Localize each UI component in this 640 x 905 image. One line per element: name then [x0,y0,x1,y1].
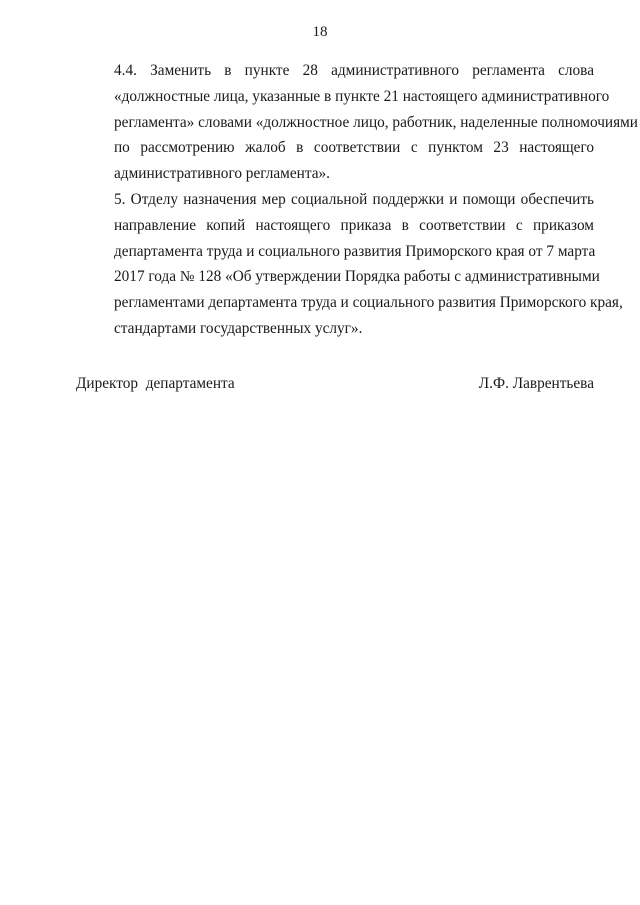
paragraph-4-4 [76,58,638,187]
paragraph-line: 2017 года № 128 «Об утверждении Порядка работы с административными [114,268,600,286]
paragraph-line: стандартами государственных услуг». [114,319,363,337]
paragraph-line: «должностные лица, указанные в пункте 21 настоящего административного [114,87,610,105]
paragraph-line: 4.4. Заменить в пункте 28 административного регламента слова [114,62,594,79]
signatory-name: Л.Ф. Лаврентьева [478,375,594,392]
paragraph-line: по рассмотрению жалоб в соответствии с пунктом 23 настоящего [114,139,594,157]
paragraph-line: направление копий настоящего приказа в соответствии с приказом [114,216,594,234]
paragraph-line: 5. Отделу назначения мер социальной поддержки и помощи обеспечить [114,190,594,208]
paragraph-5 [76,187,623,342]
paragraph-line: регламентами департамента труда и социального развития Приморского края, [114,294,623,312]
paragraph-line: административного регламента». [114,165,330,183]
page-number: 18 [312,24,328,40]
signature-block [76,371,594,397]
paragraph-line: департамента труда и социального развития Приморского края от 7 марта [114,242,596,260]
document-body [76,58,638,342]
signatory-position: Директор департамента [76,375,235,392]
paragraph-line: регламента» словами «должностное лицо, работник, наделенные полномочиями [114,113,638,131]
